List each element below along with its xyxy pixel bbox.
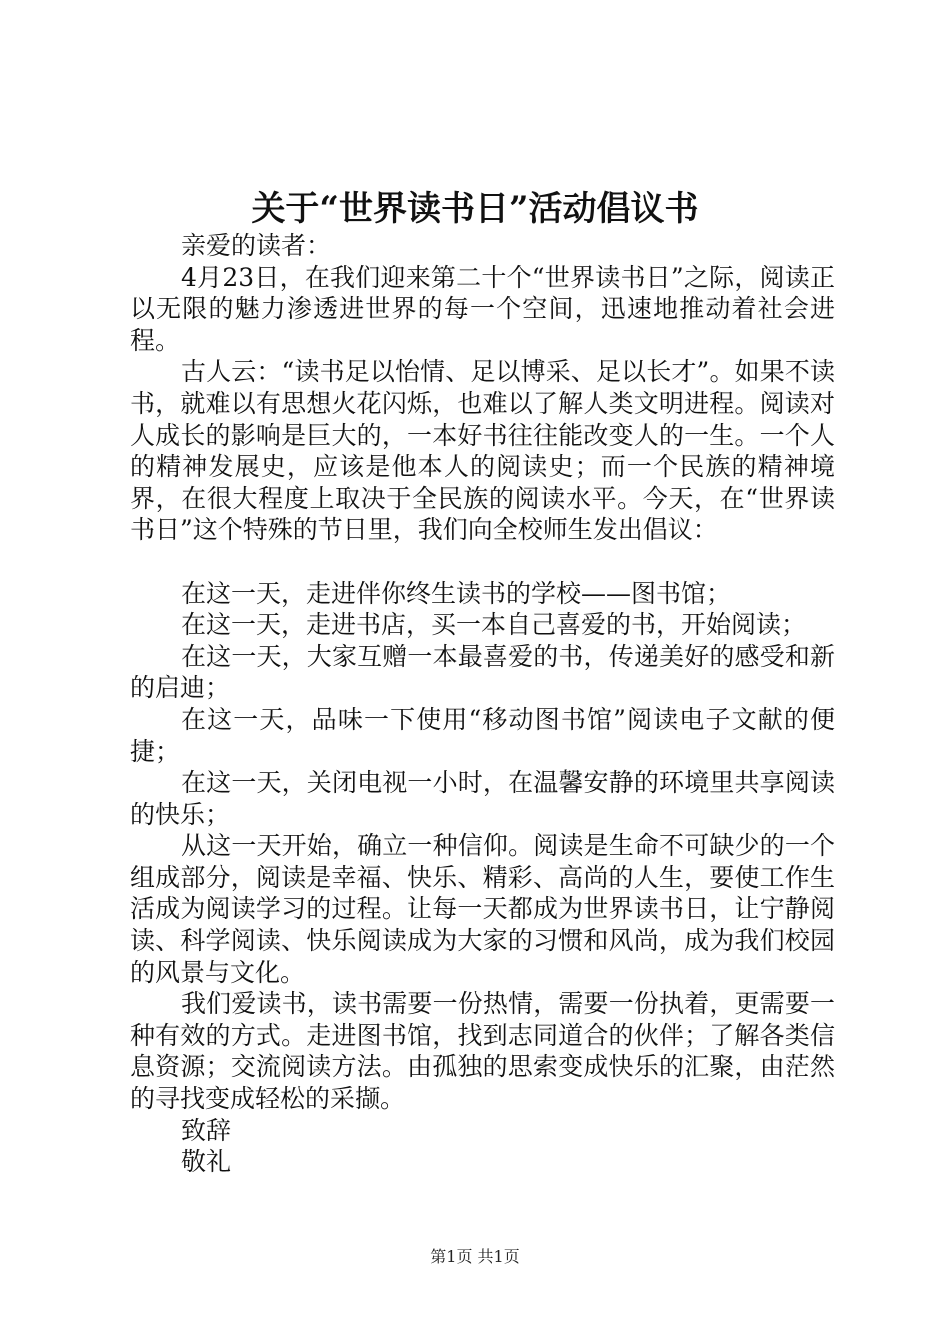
proposal-item: 在这一天，走进伴你终生读书的学校——图书馆；	[181, 578, 732, 608]
salutation: 亲爱的读者：	[181, 231, 332, 260]
closing-line: 敬礼	[181, 1147, 232, 1177]
paragraph: 古人云：“读书足以怡情、足以博采、足以长才”。如果不读书，就难以有思想火花闪烁，也难以了解人类文明进程。阅读对人成长的影响是巨大的，一本好书往往能改变人的一生。一个人的精神发展史，应该是他本人的阅读史；而一个民族的精神境界，在很大程度上取决于全民族的阅读水平。今天，在“世界读书日”这个特殊的节日里，我们向全校师生发出倡议：	[130, 357, 835, 545]
page-footer: 第1页 共1页	[430, 1247, 520, 1266]
proposal-item: 在这一天，关闭电视一小时，在温馨安静的环境里共享阅读的快乐；	[130, 768, 835, 829]
proposal-item: 在这一天，走进书店，买一本自己喜爱的书，开始阅读；	[181, 610, 807, 640]
closing-line: 致辞	[181, 1115, 232, 1145]
proposal-item: 在这一天，大家互赠一本最喜爱的书，传递美好的感受和新的启迪；	[130, 641, 835, 703]
paragraph: 从这一天开始，确立一种信仰。阅读是生命不可缺少的一个组成部分，阅读是幸福、快乐、精彩、高尚的人生，要使工作生活成为阅读学习的过程。让每一天都成为世界读书日，让宁静阅读、科学阅读、快乐阅读成为大家的习惯和风尚，成为我们校园的风景与文化。	[130, 831, 835, 987]
document-body	[130, 230, 835, 1178]
paragraph: 我们爱读书，读书需要一份热情，需要一份执着，更需要一种有效的方式。走进图书馆，找到志同道合的伙伴；了解各类信息资源；交流阅读方法。由孤独的思索变成快乐的汇聚，由茫然的寻找变成轻松的采撷。	[130, 989, 835, 1114]
paragraph: 4月23日，在我们迎来第二十个“世界读书日”之际，阅读正以无限的魅力渗透进世界的每一个空间，迅速地推动着社会进程。	[130, 262, 835, 355]
proposal-item: 在这一天，品味一下使用“移动图书馆”阅读电子文献的便捷；	[130, 704, 835, 766]
blank-line	[130, 546, 835, 578]
document-title: 关于“世界读书日”活动倡议书	[251, 189, 699, 229]
